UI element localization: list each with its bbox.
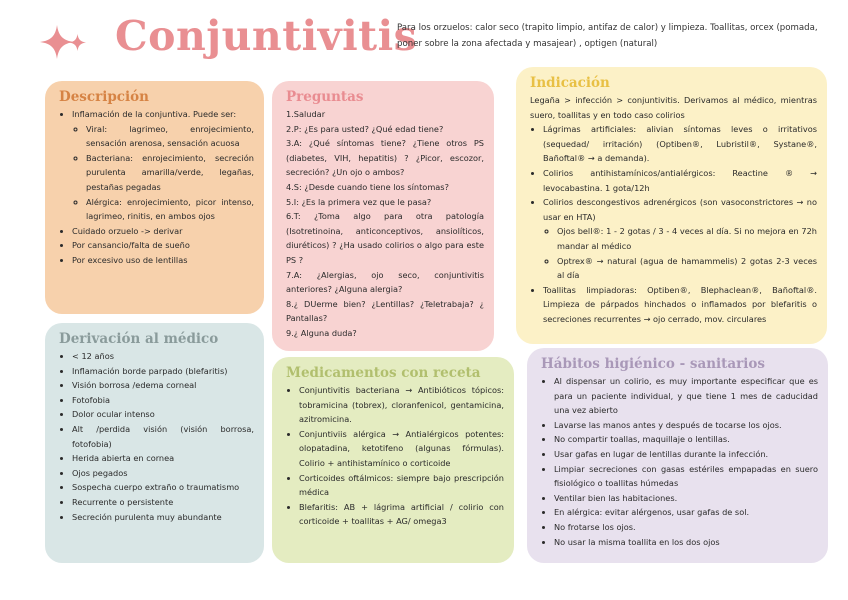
- preguntas-heading: Preguntas: [286, 89, 364, 105]
- derivacion-heading: Derivación al médico: [59, 331, 219, 347]
- list-item: • Conjuntivitis bacteriana → Antibióticos tópicos: tobramicina (tobrex), cloranfenicol, gentamicina, azitromicina.: [299, 383, 504, 427]
- list-item: • Alt /perdida visión (visión borrosa, fotofobia): [72, 422, 254, 451]
- page-title: Conjuntivitis: [115, 12, 418, 60]
- list-item: • Toallitas limpiadoras: Optiben®, Blephaclean®, Bañoftal®. Limpieza de párpados hinchados o inflamados por blefaritis o secreciones recurrentes → ojo cerrado, mov. circulares: [543, 283, 817, 327]
- list-item: • Dolor ocular intenso: [72, 407, 254, 422]
- medicamentos-heading: Medicamentos con receta: [286, 365, 481, 381]
- list-item: • Cuidado orzuelo -> derivar: [72, 224, 254, 239]
- list-item: • Por excesivo uso de lentillas: [72, 253, 254, 268]
- list-item: • Colirios antihistamínicos/antialérgicos: Reactine ® → levocabastina. 1 gota/12h: [543, 166, 817, 195]
- list-item: ◦ Optrex® → natural (agua de hamammelis) 2 gotas 2-3 veces al día: [557, 254, 817, 283]
- list-item: • Fotofobia: [72, 393, 254, 408]
- sparkle-small-icon: [69, 34, 86, 51]
- list-item: • Al dispensar un colirio, es muy importante especificar que es para un paciente individual, y que tiene 1 mes de caducidad una vez abierto: [554, 374, 818, 418]
- list-item: • Ojos pegados: [72, 466, 254, 481]
- list-item: 7.A: ¿Alergias, ojo seco, conjuntivitis anteriores? ¿Alguna alergia?: [286, 269, 484, 295]
- descripcion-card: [45, 81, 264, 314]
- list-item: • Usar gafas en lugar de lentillas durante la infección.: [554, 447, 818, 462]
- list-item: • Inflamación borde parpado (blefaritis): [72, 364, 254, 379]
- list-item: 9.¿ Alguna duda?: [286, 327, 357, 338]
- list-item: • Herida abierta en cornea: [72, 451, 254, 466]
- derivacion-card: [45, 323, 264, 563]
- list-item: • Conjuntiviis alérgica → Antialérgicos potentes: olopatadina, ketotifeno (algunas fórmulas). Colirio + antihistamínico o corticoide: [299, 427, 504, 471]
- list-item: • En alérgica: evitar alérgenos, usar gafas de sol.: [554, 505, 818, 520]
- list-item: 6.T: ¿Toma algo para otra patología (Isotretinoina, anticonceptivos, ansiolíticos, diuréticos) ? ¿Ha usado colirios o algo para este PS ?: [286, 211, 484, 265]
- list-item: [72, 107, 254, 224]
- list-item: 4.S: ¿Desde cuando tiene los síntomas?: [286, 181, 449, 192]
- list-item: • No frotarse los ojos.: [554, 520, 818, 535]
- list-item: 1.Saludar: [286, 109, 326, 119]
- list-item: 5.I: ¿Es la primera vez que le pasa?: [286, 196, 432, 207]
- list-item: • Lavarse las manos antes y después de tocarse los ojos.: [554, 418, 818, 433]
- list-item: • Secreción purulenta muy abundante: [72, 510, 254, 525]
- list-item: • Blefaritis: AB + lágrima artificial / colirio con corticoide + toallitas + AG/ omega3: [299, 500, 504, 529]
- indicacion-intro: Legaña > infección > conjuntivitis. Derivamos al médico, mientras suero, toallitas y en todo caso colirios: [530, 95, 817, 120]
- habitos-card: [527, 348, 828, 563]
- list-item: 2.P: ¿Es para usted? ¿Qué edad tiene?: [286, 123, 444, 134]
- medicamentos-card: [272, 357, 514, 563]
- indicacion-heading: Indicación: [530, 75, 610, 91]
- list-item: • Lágrimas artificiales: alivian síntomas leves o irritativos (sequedad/ irritación) (Optiben®, Lubristil®, Systane®, Bañoftal® → a demanda).: [543, 122, 817, 166]
- list-item: ◦ Alérgica: enrojecimiento, picor intenso, lagrimeo, rinitis, en ambos ojos: [86, 195, 254, 224]
- descripcion-main: Inflamación de la conjuntiva. Puede ser:: [72, 109, 237, 119]
- preguntas-card: [272, 81, 494, 351]
- list-item: ◦ Viral: lagrimeo, enrojecimiento, sensación arenosa, sensación acuosa: [86, 122, 254, 151]
- descripcion-heading: Descripción: [59, 89, 149, 105]
- list-item: • Limpiar secreciones con gasas estériles empapadas en suero fisiológico o toallitas húmedas: [554, 462, 818, 491]
- indicacion-card: [516, 67, 827, 344]
- list-item: ◦ Bacteriana: enrojecimiento, secreción purulenta amarilla/verde, legañas, pestañas pegadas: [86, 151, 254, 195]
- list-item: • Visión borrosa /edema corneal: [72, 378, 254, 393]
- list-item: 8.¿ DUerme bien? ¿Lentillas? ¿Teletrabaja? ¿ Pantallas?: [286, 298, 484, 324]
- list-item: • Corticoides oftálmicos: siempre bajo prescripción médica: [299, 471, 504, 500]
- list-item: 3.A: ¿Qué síntomas tiene? ¿Tiene otros PS (diabetes, VIH, hepatitis) ? ¿Picor, escozor, secreción? ¿Un ojo o ambos?: [286, 138, 484, 178]
- list-item: ◦ Ojos bell®: 1 - 2 gotas / 3 - 4 veces al día. Si no mejora en 72h mandar al médico: [557, 224, 817, 253]
- list-item: • Sospecha cuerpo extraño o traumatismo: [72, 480, 254, 495]
- list-item: • Ventilar bien las habitaciones.: [554, 491, 818, 506]
- list-item: • < 12 años: [72, 349, 254, 364]
- list-item: • Por cansancio/falta de sueño: [72, 238, 254, 253]
- list-item: • No usar la misma toallita en los dos ojos: [554, 535, 818, 550]
- list-item: • Recurrente o persistente: [72, 495, 254, 510]
- list-item-text: Colirios descongestivos adrenérgicos (son vasoconstrictores → no usar en HTA): [543, 197, 817, 222]
- orzuelo-note: Para los orzuelos: calor seco (trapito limpio, antifaz de calor) y limpieza. Toallitas, orcex (pomada, poner sobre la zona afectada y masajear) , optigen (natural): [397, 23, 818, 49]
- habitos-heading: Hábitos higiénico - sanitarios: [541, 356, 766, 372]
- list-item: [543, 195, 817, 283]
- list-item: • No compartir toallas, maquillaje o lentillas.: [554, 432, 818, 447]
